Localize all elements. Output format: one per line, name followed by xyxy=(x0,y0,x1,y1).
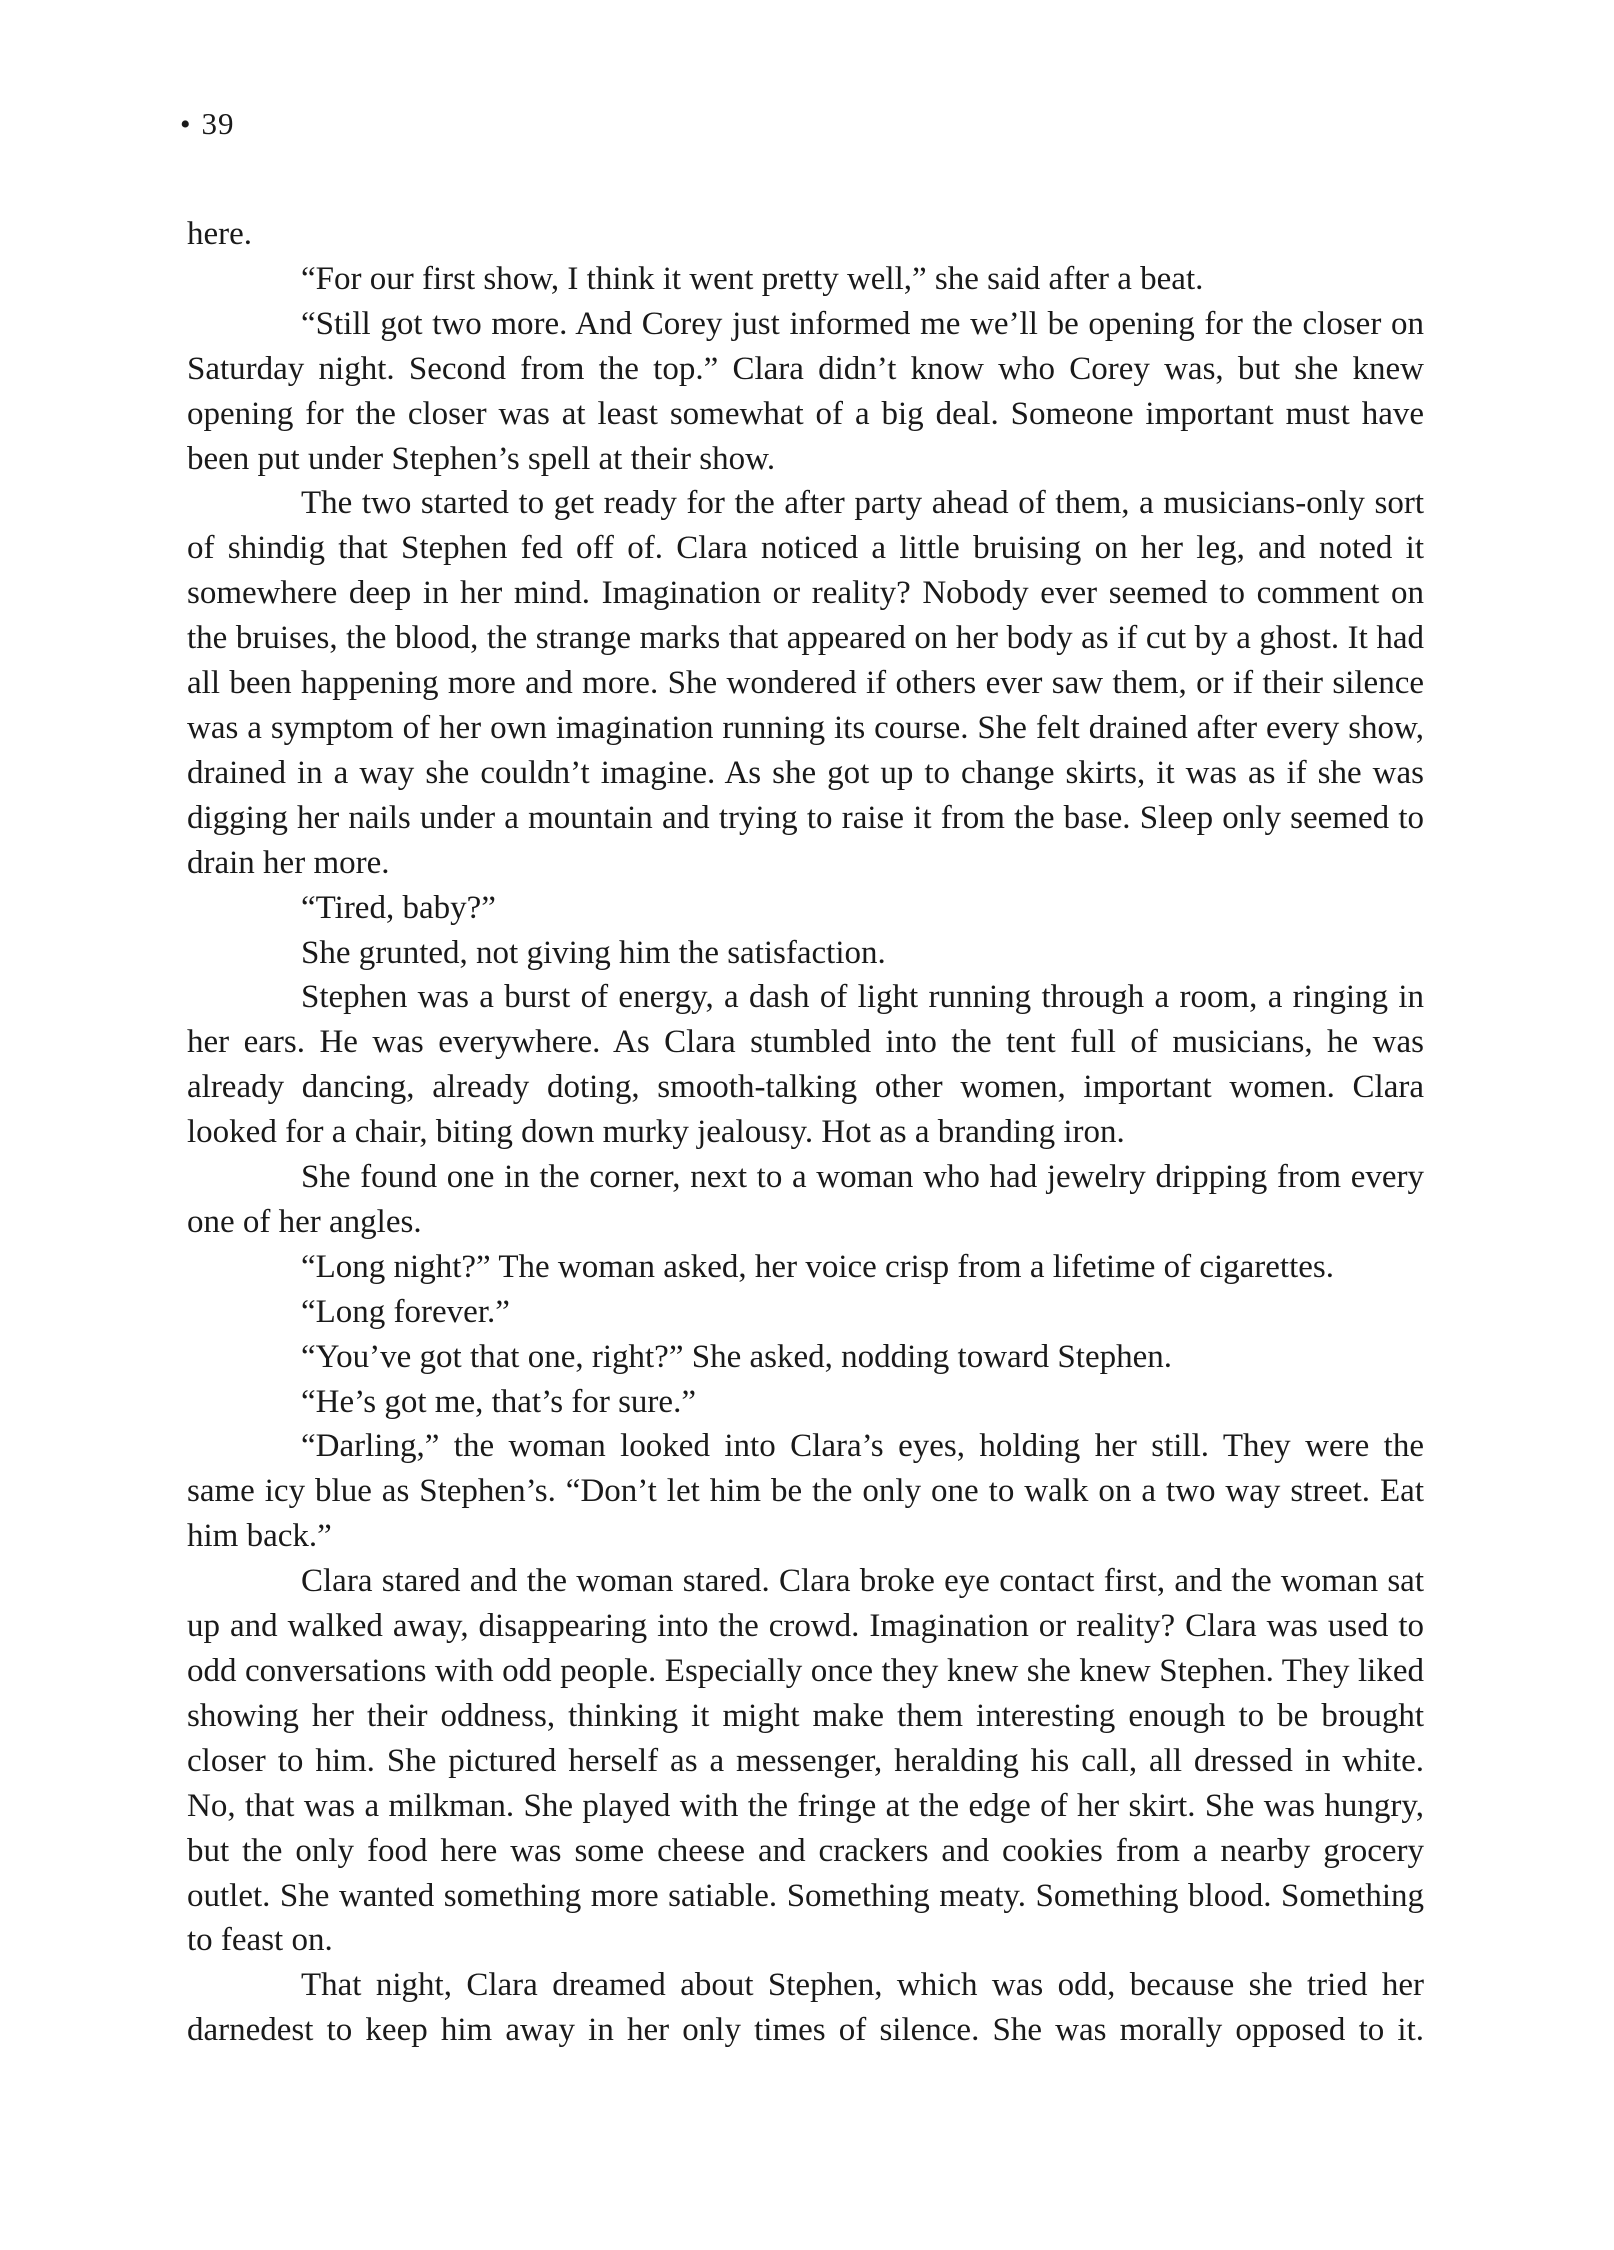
paragraph: Clara stared and the woman stared. Clara broke eye contact first, and the woman sat up and walked away, disappearing into the crowd. Imagination or reality? Clara was used to odd conversations with odd people. Especially once they knew she knew Stephen. They liked showing her their oddness, thinking it might make them interesting enough to be brought closer to him. She pictured herself as a messenger, heralding his call, all dressed in white. No, that was a milkman. She played with the fringe at the edge of her skirt. She was hungry, but the only food here was some cheese and crackers and cookies from a nearby grocery outlet. She wanted something more satiable. Something meaty. Something blood. Something to feast on. xyxy=(187,1563,1424,1959)
paragraph: The two started to get ready for the after party ahead of them, a musicians-only sort of shindig that Stephen fed off of. Clara noticed a little bruising on her leg, and noted it somewhere deep in her mind. Imagination or reality? Nobody ever seemed to comment on the bruises, the blood, the strange marks that appeared on her body as if cut by a ghost. It had all been happening more and more. She wondered if others ever saw them, or if their silence was a symptom of her own imagination running its course. She felt drained after every show, drained in a way she couldn’t imagine. As she got up to change skirts, it was as if she was digging her nails under a mountain and trying to raise it from the base. Sleep only seemed to drain her more. xyxy=(187,485,1424,881)
page-header xyxy=(180,104,235,145)
folio-bullet: • xyxy=(180,108,192,141)
body-text xyxy=(187,212,1424,2053)
paragraph: Stephen was a burst of energy, a dash of light running through a room, a ringing in her ears. He was everywhere. As Clara stumbled into the tent full of musicians, he was already dancing, already doting, smooth-talking other women, important women. Clara looked for a chair, biting down murky jealousy. Hot as a branding iron. xyxy=(187,979,1424,1151)
paragraph: “Still got two more. And Corey just informed me we’ll be opening for the closer on Saturday night. Second from the top.” Clara didn’t know who Corey was, but she knew opening for the closer was at least somewhat of a big deal. Someone important must have been put under Stephen’s spell at their show. xyxy=(187,305,1424,477)
paragraph: She found one in the corner, next to a woman who had jewelry dripping from every one of her angles. xyxy=(187,1159,1424,1240)
paragraph: “Long forever.” xyxy=(301,1293,510,1330)
paragraph: here. xyxy=(187,216,253,252)
paragraph: She grunted, not giving him the satisfaction. xyxy=(301,934,886,971)
paragraph: “He’s got me, that’s for sure.” xyxy=(301,1383,696,1420)
paragraph: “You’ve got that one, right?” She asked, nodding toward Stephen. xyxy=(301,1338,1172,1375)
paragraph: “Long night?” The woman asked, her voice crisp from a lifetime of cigarettes. xyxy=(301,1248,1335,1285)
paragraph: That night, Clara dreamed about Stephen, which was odd, because she tried her darnedest to keep him away in her only times of silence. She was morally opposed to it. xyxy=(187,1967,1424,2049)
paragraph: “Darling,” the woman looked into Clara’s eyes, holding her still. They were the same icy blue as Stephen’s. “Don’t let him be the only one to walk on a two way street. Eat him back.” xyxy=(187,1428,1424,1555)
paragraph: “Tired, baby?” xyxy=(301,889,496,926)
paragraph: “For our first show, I think it went pretty well,” she said after a beat. xyxy=(301,260,1204,297)
page-number: 39 xyxy=(201,106,235,141)
